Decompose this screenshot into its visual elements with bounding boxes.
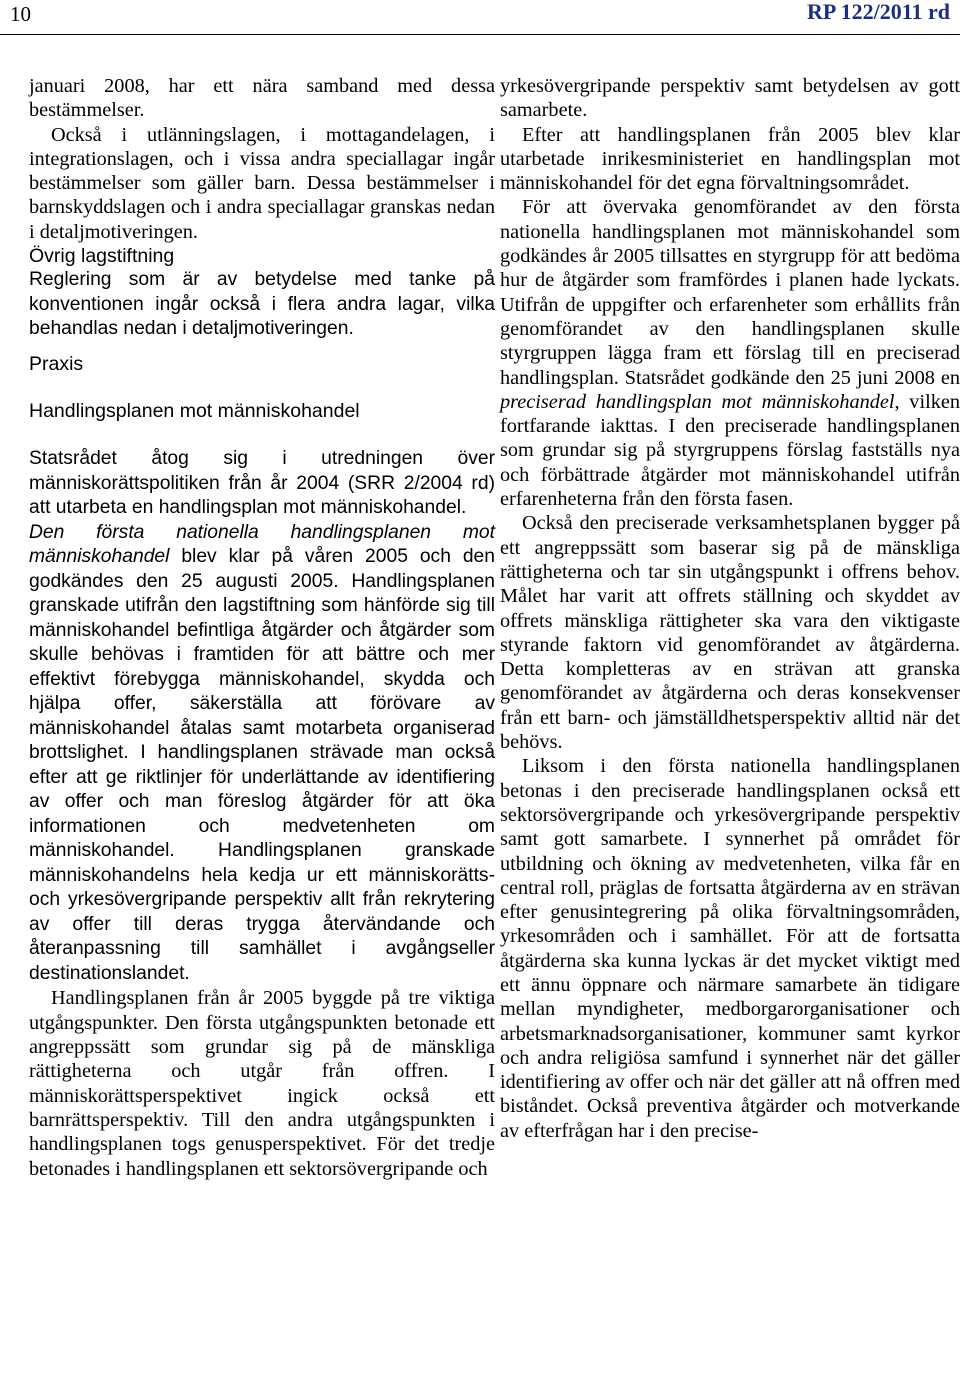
document-reference: RP 122/2011 rd bbox=[806, 0, 950, 24]
header-rule bbox=[0, 34, 960, 35]
paragraph-text: blev klar på våren 2005 och den godkändes den 25 augusti 2005. Handlingsplanen granskade utifrån den lagstiftning som hänförde sig till människohandel befintliga åtgärder och åtgärder som skulle behövas i framtiden för att bättre och mer effektivt förebygga människohandel, skydda och hjälpa offer, säkerställa att förövare av människohandel åtalas samt motarbeta organiserad brottslighet. I handlingsplanen strävade man också efter att ge riktlinjer för underlättande av identifiering av offer och man föreslog åtgärder för att öka informationen och medvetenheten om människohandel. Handlingsplanen granskade människohandelns hela kedja ur ett människorätts- och yrkesövergripande perspektiv allt från rekrytering av offer till deras trygga återvändande och återanpassning till samhället i avgångseller destinationslandet. bbox=[29, 546, 495, 984]
paragraph: Efter att handlingsplanen från 2005 blev klar utarbetade inrikesministeriet en handlingsplan mot människohandel för det egna förvaltningsområdet. bbox=[500, 123, 960, 195]
paragraph: Statsrådet åtog sig i utredningen över människorättspolitiken från år 2004 (SRR 2/2004 rd) att utarbeta en handlingsplan mot människohandel. bbox=[29, 448, 495, 519]
page-number: 10 bbox=[10, 2, 31, 26]
italic-plan-title: Den första nationella handlingsplanen mot människohandel bbox=[29, 521, 495, 568]
section-heading-ovrig-lagstiftning: Övrig lagstiftning bbox=[29, 245, 175, 268]
italic-plan-title: preciserad handlingsplan mot människohandel bbox=[500, 390, 895, 413]
paragraph: yrkesövergripande perspektiv samt betydelsen av gott samarbete. bbox=[500, 75, 960, 122]
paragraph-text: , vilken fortfarande iakttas. I den preciserade handlingsplanen som grundar sig på styrgruppens förslag fastställs nya och förbättrade åtgärder mot människohandel utifrån erfarenheterna från den första fasen. bbox=[500, 390, 960, 511]
paragraph: Också i utlänningslagen, i mottagandelagen, i integrationslagen, och i vissa andra speciallagar ingår bestämmelser som gäller barn. Dessa bestämmelser i barnskyddslagen och i andra speciallagar granskas nedan i detaljmotiveringen. bbox=[29, 123, 495, 243]
right-column bbox=[500, 74, 960, 1143]
paragraph: Liksom i den första nationella handlingsplanen betonas i den preciserade handlingsplanen också ett sektorsövergripande och yrkesövergripande perspektiv samt gott samarbete. I synnerhet på området för utbildning och ökning av medvetenheten, vilka får en central roll, präglas de fortsatta åtgärderna av en strävan efter genusintegrering på olika förvaltningsområden, yrkesområden och i samhället. För att de fortsatta åtgärderna ska kunna lyckas är det mycket viktigt med ett ännu öppnare och närmare samarbete än tidigare mellan myndigheter, medborgarorganisationer och arbetsmarknadsorganisationer, kommuner samt kyrkor och andra religiösa samfund i synnerhet när det gäller identifiering av offer och när det gäller att nå offren med biståndet. Också preventiva åtgärder och motverkande av efterfrågan har i den precise- bbox=[500, 755, 960, 1142]
section-heading-praxis: Praxis bbox=[29, 352, 84, 375]
paragraph: Också den preciserade verksamhetsplanen bygger på ett angreppssätt som baserar sig på de mänskliga rättigheterna och tar sin utgångspunkt i offrens behov. Målet har varit att offrets ställning och skyddet av offrets mänskliga rättigheter ska vara den viktigaste styrande faktorn vid genomförandet av åtgärderna. Detta kompletteras av en strävan att granska genomförandet av åtgärderna och deras konsekvenser från ett barn- och jämställdhetsperspektiv alltid när det behövs. bbox=[500, 512, 960, 754]
paragraph bbox=[29, 521, 495, 987]
section-heading-handlingsplanen: Handlingsplanen mot människohandel bbox=[29, 400, 360, 423]
left-column bbox=[29, 74, 495, 1181]
paragraph: Reglering som är av betydelse med tanke på konventionen ingår också i flera andra lagar, vilka behandlas nedan i detaljmotiveringen. bbox=[29, 269, 495, 340]
paragraph: januari 2008, har ett nära samband med dessa bestämmelser. bbox=[29, 75, 495, 122]
paragraph: Handlingsplanen från år 2005 byggde på tre viktiga utgångspunkter. Den första utgångspunkten betonade ett angreppssätt som grundar sig på de mänskliga rättigheterna och utgår från offren. I människorättsperspektivet ingick också ett barnrättsperspektiv. Till den andra utgångspunkten i handlingsplanen togs genusperspektivet. För det tredje betonades i handlingsplanen ett sektorsövergripande och bbox=[29, 987, 495, 1180]
paragraph-text: För att övervaka genomförandet av den första nationella handlingsplanen mot människohandel som godkändes år 2005 tillsattes en styrgrupp för att bedöma hur de åtgärder som framfördes i planen hade lyckats. Utifrån de uppgifter och erfarenheter som erhållits från genomförandet av den handlingsplanen skulle styrgruppen lägga fram ett förslag till en preciserad handlingsplan. Statsrådet godkände den 25 juni 2008 en bbox=[500, 196, 960, 389]
paragraph bbox=[500, 195, 960, 511]
